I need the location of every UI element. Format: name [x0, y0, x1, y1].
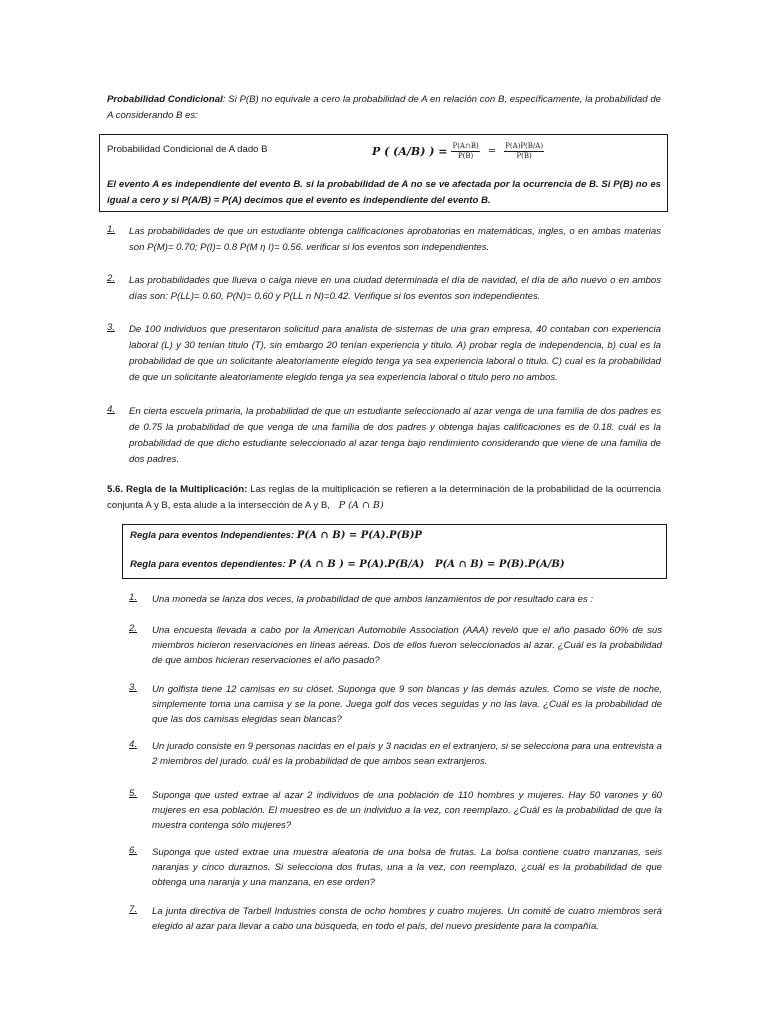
section2-text: Las reglas de la multiplicación se refieren a la determinación de la probabilidad de la ocurrencia conjunta A y B, esta alude a la intersección de A y B, [107, 484, 661, 511]
s2-item-3-text: Un golfista tiene 12 camisas en su clóset. Suponga que 9 son blancas y las demás azules. Como se viste de noche, simplemente toma una camisa y se la pone. Juega golf dos veces seguidas y no las lava. ¿Cuál es la probabilidad de que las dos camisas elegidas sean blancas? [152, 684, 662, 725]
box1-label: Probabilidad Condicional de A dado B [107, 144, 268, 155]
s2-item-2-text: Una encuesta llevada a cabo por la American Automobile Association (AAA) reveló que el año pasado 60% de sus miembros hicieron reservaciones en líneas aéreas. Dos de ellos fueron seleccionados al azar. ¿Cuál es la probabilidad de que ambos hicieran reservaciones el año pasado? [152, 625, 662, 666]
s1-item-3-text: De 100 individuos que presentaron solicitud para analista de sistemas de una gran empresa, 40 contaban con experiencia laboral (L) y 30 tenían titulo (T), sin embargo 20 tenían experiencia y titulo. A) probar regla de independencia, b) cual es la probabilidad de que un solicitante aleatoriamente elegido tenga ya sea experiencia laboral o titulo. C) cual es la probabilidad de que un solicitante aleatoriamente elegido tenga ya sea experiencia laboral o titulo pero no ambos. [129, 324, 661, 383]
independent-rule-label: Regla para eventos Independientes: [130, 530, 295, 541]
s1-item-2-text: Las probabilidades que llueva o caiga nieve en una ciudad determinada el día de navidad, el día de año nuevo o en ambos días son: P(LL)= 0.60, P(N)= 0.60 y P(LL n N)=0.42. Verifique si los eventos son independientes. [129, 275, 661, 302]
s2-item-7-number: 7. [129, 904, 138, 915]
independent-rule-formula: P(A ∩ B) = P(A).P(B)P [296, 530, 422, 541]
s1-item-1-text: Las probabilidades de que un estudiante obtenga calificaciones aprobatorias en matemáticas, ingles, o en ambas materias son P(M)= 0.70; P(I)= 0.8 P(M η I)= 0.56. verificar si los eventos son independientes. [129, 226, 661, 253]
s2-item-6-text: Suponga que usted extrae una muestra aleatoria de una bolsa de frutas. La bolsa contiene cuatro manzanas, seis naranjas y cinco duraznos. Si selecciona dos frutas, una a la vez, con reemplazo, ¿cuál es la probabilidad de que obtenga una naranja y una manzana, en ese orden? [152, 847, 662, 888]
s1-item-3-number: 3. [107, 322, 116, 333]
intro-text: : Si P(B) no equivale a cero la probabilidad de A en relación con B, específicamente, la probabilidad de A considerando B es: [107, 94, 661, 121]
s1-item-4-text: En cierta escuela primaria, la probabilidad de que un estudiante seleccionado al azar venga de una familia de dos padres es de 0.75 la probabilidad de que venga de una familia de dos padres y obtenga bajas calificaciones es de 0.18. cuál es la probabilidad de que dicho estudiante seleccionado al azar tenga bajo rendimiento considerando que viene de una familia de dos padres. [129, 406, 661, 465]
formula-lhs: P ( (A/B) ) = [372, 144, 448, 158]
s2-item-4-text: Un jurado consiste en 9 personas nacidas en el país y 3 nacidas en el extranjero, si se selecciona para una entrevista a 2 miembros del jurado. cuál es la probabilidad de que ambos sean extranjeros. [152, 741, 662, 767]
s1-item-2-number: 2. [107, 273, 116, 284]
s1-item-4-number: 4. [107, 404, 116, 415]
intro-term: Probabilidad Condicional [107, 94, 223, 105]
s2-item-1-number: 1. [129, 592, 138, 603]
dependent-rule-formula-2: P(A ∩ B) = P(B).P(A/B) [434, 559, 565, 570]
fraction-2 [504, 142, 544, 161]
section2-heading: 5.6. Regla de la Multiplicación: [107, 484, 248, 495]
independence-statement: El evento A es independiente del evento B. si la probabilidad de A no se ve afectada por la ocurrencia de B. Si P(B) no es igual a cero y si P(A/B) = P(A) decimos que el evento es independiente del evento B. [107, 179, 661, 206]
fraction-1-numerator: P(A∩B) [452, 141, 479, 150]
s2-item-4-number: 4. [129, 739, 138, 750]
s2-item-1-text: Una moneda se lanza dos veces, la probabilidad de que ambos lanzamientos de por resultado cara es : [152, 594, 594, 605]
fraction-1-denominator: P(B) [457, 151, 474, 160]
s2-item-2-number: 2. [129, 623, 138, 634]
s2-item-6-number: 6. [129, 845, 138, 856]
dependent-rule-label: Regla para eventos dependientes: [130, 559, 286, 570]
fraction-2-numerator: P(A)P(B/A) [505, 141, 544, 150]
fraction-2-denominator: P(B) [516, 151, 532, 160]
s2-item-5-text: Suponga que usted extrae al azar 2 individuos de una población de 110 hombres y mujeres. Hay 50 varones y 60 mujeres en esa población. El muestreo es de un individuo a la vez, con reemplazo. ¿Cuál es la probabilidad de que la muestra contenga sólo mujeres? [152, 790, 662, 831]
s2-item-5-number: 5. [129, 788, 138, 799]
s2-item-7-text: La junta directiva de Tarbell Industries consta de ocho hombres y cuatro mujeres. Un comité de cuatro miembros será elegido al azar para llevar a cabo una búsqueda, en todo el país, del nuevo presidente para la compañía. [152, 906, 662, 932]
formula-equals: = [487, 145, 497, 157]
fraction-1 [451, 142, 479, 161]
conditional-formula [372, 138, 544, 164]
independent-rule [130, 530, 422, 541]
s2-item-3-number: 3. [129, 682, 138, 693]
dependent-rule [130, 559, 565, 570]
multiplication-rule-paragraph [107, 482, 661, 514]
intro-paragraph [107, 92, 661, 124]
s1-item-1-number: 1. [107, 224, 116, 235]
dependent-rule-formula-1: P (A ∩ B ) = P(A).P(B/A) [288, 559, 425, 570]
section2-formula: P (A ∩ B) [338, 500, 384, 511]
